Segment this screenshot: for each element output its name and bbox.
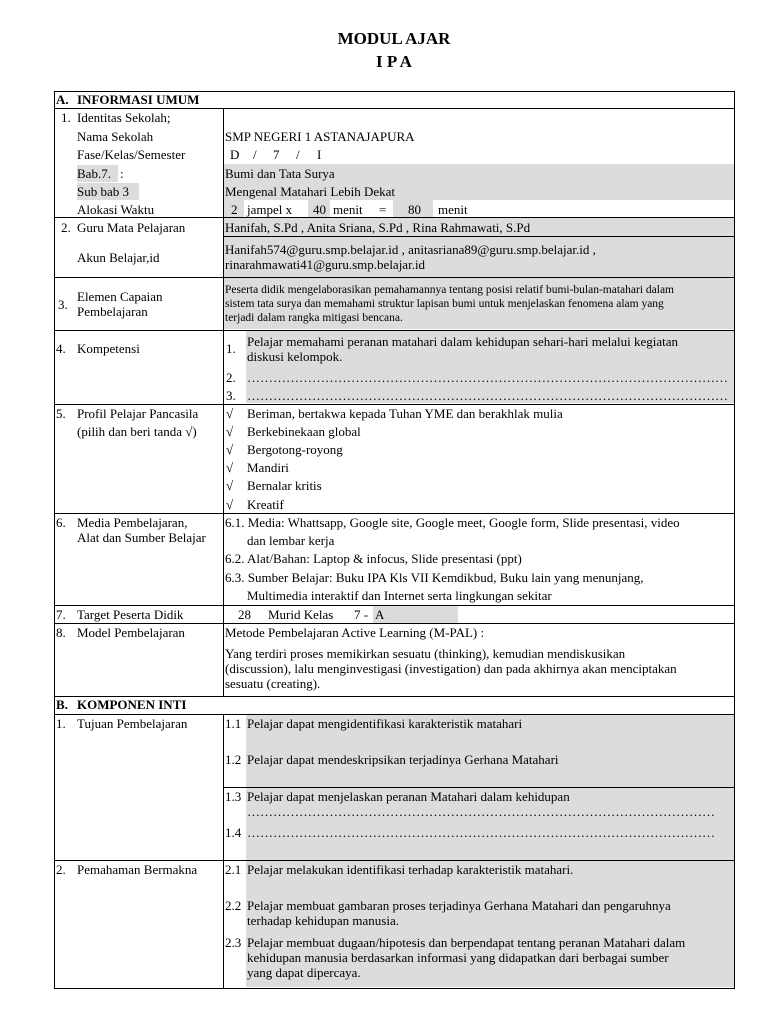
- bab-label: Bab.7.: [77, 166, 111, 181]
- alokasi-equals: =: [379, 202, 387, 217]
- row-divider: [224, 787, 735, 788]
- table-border-left: [54, 91, 55, 989]
- fase-label: Fase/Kelas/Semester: [77, 147, 186, 162]
- pemahaman-item: terhadap kehidupan manusia.: [247, 913, 399, 928]
- table-border-bottom: [54, 988, 735, 989]
- tujuan-number: 1.1: [225, 716, 242, 731]
- check-mark: √: [226, 424, 234, 439]
- kompetensi-item: diskusi kelompok.: [247, 349, 343, 364]
- akun-value-line: rinarahmawati41@guru.smp.belajar.id: [225, 257, 426, 272]
- kompetensi-item: …………………………………………………………………………………………………: [247, 370, 728, 385]
- pemahaman-label: Pemahaman Bermakna: [77, 862, 198, 877]
- model-value: (discussion), lalu menginvestigasi (investigation) dan pada akhirnya akan menciptakan: [225, 661, 677, 676]
- kompetensi-number: 2.: [226, 370, 236, 385]
- kompetensi-item: Pelajar memahami peranan matahari dalam kehidupan sehari-hari melalui kegiatan: [247, 334, 678, 349]
- profil-label: Profil Pelajar Pancasila: [77, 406, 199, 421]
- kompetensi-number: 3.: [226, 388, 236, 403]
- kelas-value: 7: [273, 147, 280, 162]
- section-a-title: INFORMASI UMUM: [77, 92, 200, 107]
- subbab-value: Mengenal Matahari Lebih Dekat: [225, 184, 396, 199]
- target-count: 28: [238, 607, 251, 622]
- media-item: dan lembar kerja: [247, 533, 335, 548]
- subbab-label: Sub bab 3: [77, 184, 129, 199]
- profil-item: Kreatif: [247, 497, 284, 512]
- elemen-label: Pembelajaran: [77, 304, 148, 319]
- nama-sekolah-value: SMP NEGERI 1 ASTANAJAPURA: [225, 129, 415, 144]
- media-item: 6.1. Media: Whattsapp, Google site, Google meet, Google form, Slide presentasi, video: [225, 515, 680, 530]
- profil-item: Mandiri: [247, 460, 289, 475]
- fase-separator: /: [296, 147, 300, 162]
- media-label: Alat dan Sumber Belajar: [77, 530, 206, 545]
- pemahaman-item: Pelajar membuat gambaran proses terjadinya Gerhana Matahari dan pengaruhnya: [247, 898, 671, 913]
- alokasi-menit-unit: menit: [333, 202, 363, 217]
- model-value: Metode Pembelajaran Active Learning (M-PAL) :: [225, 625, 485, 640]
- tujuan-number: 1.4: [225, 825, 242, 840]
- row-divider: [54, 330, 735, 331]
- tujuan-item: Pelajar dapat mendeskripsikan terjadinya Gerhana Matahari: [247, 752, 559, 767]
- row-divider: [54, 277, 735, 278]
- section-b-title: KOMPONEN INTI: [77, 697, 187, 712]
- row-number: 1.: [61, 110, 71, 125]
- alokasi-jp: 2: [231, 202, 238, 217]
- tujuan-item: ………………………………………………………………………………………………: [247, 825, 715, 840]
- tujuan-item: Pelajar dapat menjelaskan peranan Matahari dalam kehidupan: [247, 789, 570, 804]
- profil-label: (pilih dan beri tanda √): [77, 424, 197, 439]
- target-murid: Murid Kelas: [268, 607, 334, 622]
- row-divider: [224, 236, 735, 237]
- target-label: Target Peserta Didik: [77, 607, 184, 622]
- kelas-shade: [373, 606, 458, 623]
- row-number: 5.: [56, 406, 66, 421]
- pemahaman-number: 2.1: [225, 862, 242, 877]
- check-mark: √: [226, 460, 234, 475]
- identitas-heading: Identitas Sekolah;: [77, 110, 171, 125]
- tujuan-number: 1.3: [225, 789, 242, 804]
- table-border-right: [734, 91, 735, 989]
- row-number: 2.: [56, 862, 66, 877]
- alokasi-label: Alokasi Waktu: [77, 202, 155, 217]
- tujuan-label: Tujuan Pembelajaran: [77, 716, 188, 731]
- tujuan-item: Pelajar dapat mengidentifikasi karakteristik matahari: [247, 716, 523, 731]
- row-divider: [54, 714, 735, 715]
- row-number: 4.: [56, 341, 66, 356]
- media-label: Media Pembelajaran,: [77, 515, 188, 530]
- profil-item: Beriman, bertakwa kepada Tuhan YME dan berakhlak mulia: [247, 406, 563, 421]
- alokasi-menit: 40: [313, 202, 326, 217]
- model-value: sesuatu (creating).: [225, 676, 321, 691]
- pemahaman-number: 2.3: [225, 935, 242, 950]
- bab-value: Bumi dan Tata Surya: [225, 166, 335, 181]
- row-divider: [54, 108, 735, 109]
- akun-label: Akun Belajar,id: [77, 250, 160, 265]
- guru-label: Guru Mata Pelajaran: [77, 220, 186, 235]
- pemahaman-item: kehidupan manusia berdasarkan informasi yang didapatkan dari berbagai sumber: [247, 950, 669, 965]
- document-title: MODUL AJAR: [337, 29, 451, 48]
- row-divider: [54, 605, 735, 606]
- column-divider: [223, 714, 224, 989]
- column-divider: [223, 108, 224, 697]
- profil-item: Berkebinekaan global: [247, 424, 361, 439]
- check-mark: √: [226, 442, 234, 457]
- nama-sekolah-label: Nama Sekolah: [77, 129, 154, 144]
- profil-item: Bergotong-royong: [247, 442, 343, 457]
- kompetensi-number: 1.: [226, 341, 236, 356]
- row-divider: [54, 217, 735, 218]
- alokasi-total-unit: menit: [438, 202, 468, 217]
- elemen-value-line: Peserta didik mengelaborasikan pemahamannya tentang posisi relatif bumi-bulan-matahari dalam: [225, 284, 674, 296]
- row-number: 6.: [56, 515, 66, 530]
- elemen-label: Elemen Capaian: [77, 289, 163, 304]
- section-b-number: B.: [56, 697, 68, 712]
- tujuan-number: 1.2: [225, 752, 242, 767]
- pemahaman-item: Pelajar membuat dugaan/hipotesis dan berpendapat tentang peranan Matahari dalam: [247, 935, 686, 950]
- target-kelas-suffix: A: [375, 607, 385, 622]
- alokasi-total: 80: [408, 202, 421, 217]
- target-kelas: 7 -: [354, 607, 369, 622]
- row-number: 7.: [56, 607, 66, 622]
- elemen-value-line: sistem tata surya dan memahami struktur lapisan bumi untuk menjelaskan fenomena alam yang: [225, 298, 664, 310]
- pemahaman-item: Pelajar melakukan identifikasi terhadap karakteristik matahari.: [247, 862, 574, 877]
- check-mark: √: [226, 478, 234, 493]
- section-a-number: A.: [56, 92, 69, 107]
- elemen-value-line: terjadi dalam rangka mitigasi bencana.: [225, 312, 403, 324]
- row-number: 1.: [56, 716, 66, 731]
- document-subtitle: I P A: [376, 52, 412, 71]
- row-divider: [54, 623, 735, 624]
- row-divider: [54, 513, 735, 514]
- row-divider: [54, 404, 735, 405]
- fase-separator: /: [253, 147, 257, 162]
- alokasi-jp-unit: jampel x: [247, 202, 293, 217]
- kompetensi-label: Kompetensi: [77, 341, 140, 356]
- media-item: 6.2. Alat/Bahan: Laptop & infocus, Slide presentasi (ppt): [225, 551, 522, 566]
- akun-value-line: Hanifah574@guru.smp.belajar.id , anitasriana89@guru.smp.belajar.id ,: [225, 242, 596, 257]
- check-mark: √: [226, 497, 234, 512]
- pemahaman-item: yang dapat dipercaya.: [247, 965, 361, 980]
- bab-colon: :: [120, 166, 124, 181]
- profil-item: Bernalar kritis: [247, 478, 322, 493]
- media-item: Multimedia interaktif dan Internet serta lingkungan sekitar: [247, 588, 552, 603]
- model-label: Model Pembelajaran: [77, 625, 185, 640]
- row-number: 2.: [61, 220, 71, 235]
- media-item: 6.3. Sumber Belajar: Buku IPA Kls VII Kemdikbud, Buku lain yang menunjang,: [225, 570, 644, 585]
- tujuan-item: ………………………………………………………………………………………………: [247, 804, 715, 819]
- row-number: 3.: [58, 297, 68, 312]
- row-number: 8.: [56, 625, 66, 640]
- row-divider: [54, 860, 735, 861]
- model-value: Yang terdiri proses memikirkan sesuatu (thinking), kemudian mendiskusikan: [225, 646, 626, 661]
- kompetensi-item: …………………………………………………………………………………………………: [247, 388, 728, 403]
- guru-value: Hanifah, S.Pd , Anita Sriana, S.Pd , Rina Rahmawati, S.Pd: [225, 220, 531, 235]
- pemahaman-number: 2.2: [225, 898, 242, 913]
- semester-value: I: [317, 147, 322, 162]
- check-mark: √: [226, 406, 234, 421]
- fase-value: D: [230, 147, 240, 162]
